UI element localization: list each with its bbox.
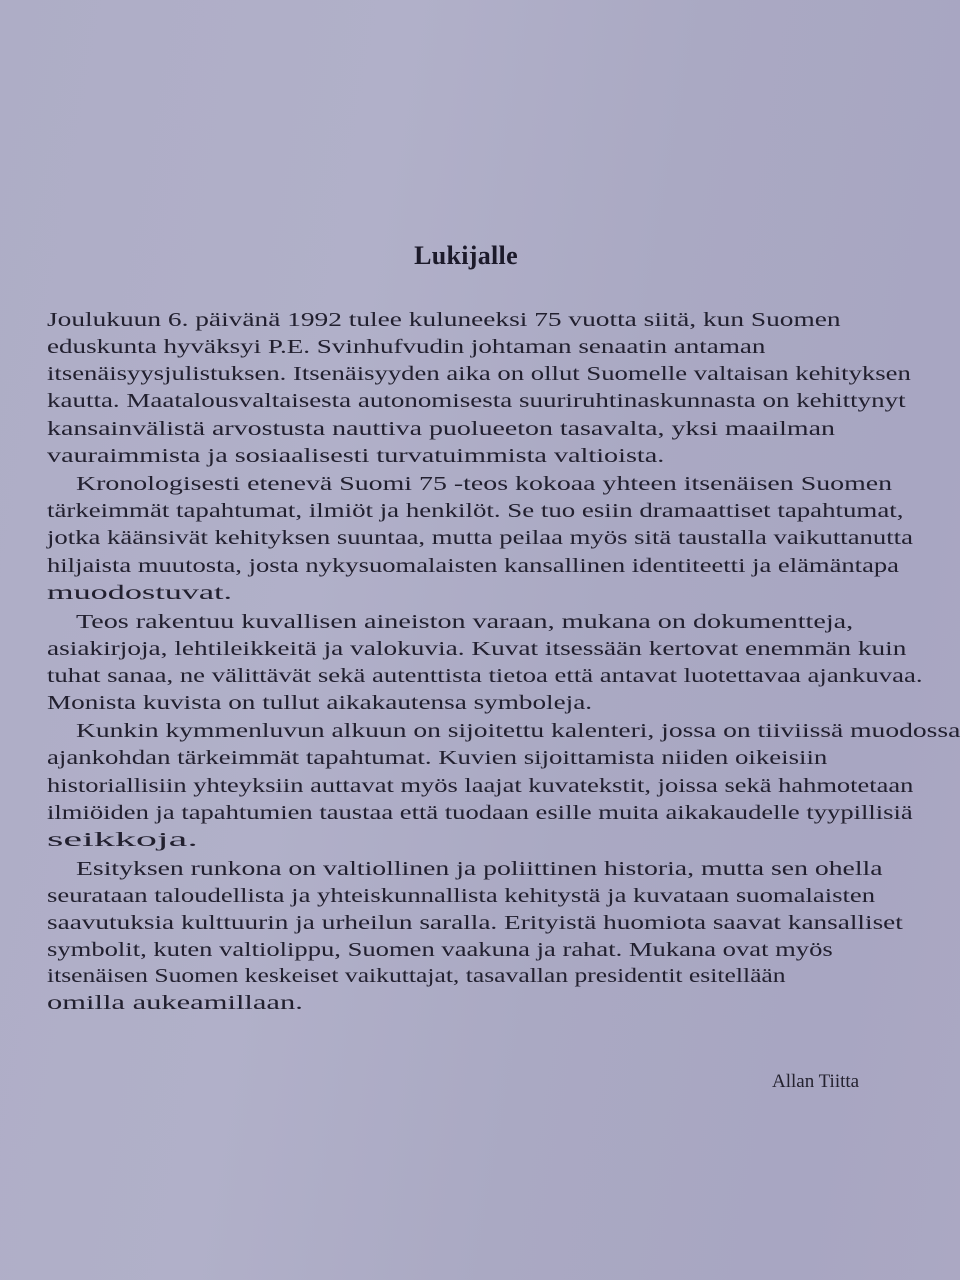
body-line: saavutuksia kulttuurin ja urheilun saralla. Erityistä huomiota saavat kansalliset <box>47 912 903 934</box>
body-line: ajankohdan tärkeimmät tapahtumat. Kuvien sijoittamista niiden oikeisiin <box>47 747 828 769</box>
body-line: eduskunta hyväksyi P.E. Svinhufvudin johtaman senaatin antaman <box>47 336 766 358</box>
body-line: Teos rakentuu kuvallisen aineiston varaan, mukana on dokumentteja, <box>76 611 854 633</box>
body-line: Monista kuvista on tullut aikakautensa symboleja. <box>47 692 593 714</box>
body-line: kansainvälistä arvostusta nauttiva puolueeton tasavalta, yksi maailman <box>47 418 835 440</box>
body-line: historiallisiin yhteyksiin auttavat myös laajat kuvatekstit, joissa sekä hahmotetaan <box>47 775 914 797</box>
body-line: Esityksen runkona on valtiollinen ja poliittinen historia, mutta sen ohella <box>76 858 883 880</box>
body-line: jotka käänsivät kehityksen suuntaa, mutta peilaa myös sitä taustalla vaikuttanutta <box>47 527 913 549</box>
body-line: itsenäisen Suomen keskeiset vaikuttajat, tasavallan presidentit esitellään <box>47 965 786 987</box>
body-line: tärkeimmät tapahtumat, ilmiöt ja henkilöt. Se tuo esiin dramaattiset tapahtumat, <box>47 500 904 522</box>
body-line: kautta. Maatalousvaltaisesta autonomisesta suuriruhtinaskunnasta on kehittynyt <box>47 390 906 412</box>
body-line: Joulukuun 6. päivänä 1992 tulee kuluneeksi 75 vuotta siitä, kun Suomen <box>47 309 841 331</box>
body-line: itsenäisyysjulistuksen. Itsenäisyyden aika on ollut Suomelle valtaisan kehityksen <box>47 363 911 385</box>
body-line: Kronologisesti etenevä Suomi 75 -teos kokoaa yhteen itsenäisen Suomen <box>76 473 893 495</box>
body-line: seikkoja. <box>47 829 198 851</box>
author-signature: Allan Tiitta <box>772 1071 860 1092</box>
body-line: muodostuvat. <box>47 582 233 604</box>
body-line: asiakirjoja, lehtileikkeitä ja valokuvia. Kuvat itsessään kertovat enemmän kuin <box>47 638 907 660</box>
body-line: tuhat sanaa, ne välittävät sekä autenttista tietoa että antavat luotettavaa ajankuvaa. <box>47 665 923 687</box>
body-line: symbolit, kuten valtiolippu, Suomen vaakuna ja rahat. Mukana ovat myös <box>47 939 833 961</box>
body-line: seurataan taloudellista ja yhteiskunnallista kehitystä ja kuvataan suomalaisten <box>47 885 876 907</box>
page-title: Lukijalle <box>414 241 518 270</box>
body-line: omilla aukeamillaan. <box>47 992 303 1014</box>
body-line: Kunkin kymmenluvun alkuun on sijoitettu kalenteri, jossa on tiiviissä muodossa <box>76 720 960 742</box>
body-line: vauraimmista ja sosiaalisesti turvatuimmista valtioista. <box>47 445 665 467</box>
body-line: hiljaista muutosta, josta nykysuomalaisten kansallinen identiteetti ja elämäntapa <box>47 555 899 577</box>
body-line: ilmiöiden ja tapahtumien taustaa että tuodaan esille muita aikakaudelle tyypillisiä <box>47 802 913 824</box>
